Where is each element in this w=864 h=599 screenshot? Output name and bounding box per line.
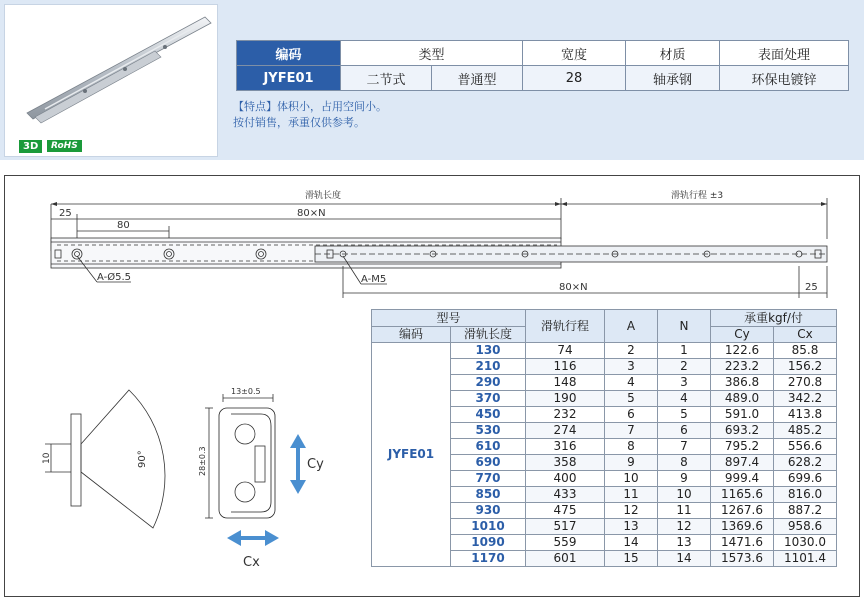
- cell-a: 5: [605, 391, 658, 407]
- cell-n: 8: [658, 455, 711, 471]
- note-sales: 按付销售，承重仅供参考。: [233, 116, 365, 129]
- header-n: N: [658, 310, 711, 343]
- cell-stroke: 274: [526, 423, 605, 439]
- cell-length: 370: [451, 391, 526, 407]
- cell-cy: 591.0: [711, 407, 774, 423]
- cx-label: Cx: [243, 555, 260, 570]
- cell-cx: 156.2: [774, 359, 837, 375]
- header-load: 承重kgf/付: [711, 310, 837, 327]
- cell-a: 11: [605, 487, 658, 503]
- cell-stroke: 116: [526, 359, 605, 375]
- cell-stroke: 190: [526, 391, 605, 407]
- cell-a: 2: [605, 343, 658, 359]
- cell-cx: 628.2: [774, 455, 837, 471]
- cell-length: 610: [451, 439, 526, 455]
- dim-10: 10: [42, 452, 52, 464]
- header-cx: Cx: [774, 327, 837, 343]
- spec-header-material: 材质: [626, 41, 720, 66]
- cell-cx: 270.8: [774, 375, 837, 391]
- cell-n: 4: [658, 391, 711, 407]
- dim-25-right: 25: [805, 282, 818, 293]
- cell-stroke: 232: [526, 407, 605, 423]
- badge-rohs: RoHS: [47, 140, 82, 152]
- spec-header-type: 类型: [341, 41, 523, 66]
- cell-cy: 386.8: [711, 375, 774, 391]
- cell-cx: 556.6: [774, 439, 837, 455]
- cell-cy: 999.4: [711, 471, 774, 487]
- cell-n: 6: [658, 423, 711, 439]
- note-feature: 【特点】体积小，占用空间小。: [233, 100, 387, 113]
- cell-length: 1010: [451, 519, 526, 535]
- spec-header-code: 编码: [237, 41, 341, 66]
- cell-length: 1090: [451, 535, 526, 551]
- cell-n: 2: [658, 359, 711, 375]
- cy-label: Cy: [307, 457, 324, 472]
- table-body: [372, 343, 837, 567]
- cell-length: 450: [451, 407, 526, 423]
- angle-90: 90°: [137, 450, 148, 468]
- dim-25-left: 25: [59, 208, 72, 219]
- cell-a: 7: [605, 423, 658, 439]
- hole-a-label: A-Ø5.5: [97, 272, 132, 283]
- cell-cy: 1369.6: [711, 519, 774, 535]
- cell-cy: 1471.6: [711, 535, 774, 551]
- cell-cx: 342.2: [774, 391, 837, 407]
- header-model: 型号: [372, 310, 526, 327]
- cell-cy: 1573.6: [711, 551, 774, 567]
- cell-cy: 795.2: [711, 439, 774, 455]
- cell-length: 210: [451, 359, 526, 375]
- cell-length: 930: [451, 503, 526, 519]
- slide-rail-image: [5, 5, 217, 156]
- cell-length: 850: [451, 487, 526, 503]
- cell-n: 11: [658, 503, 711, 519]
- cell-a: 6: [605, 407, 658, 423]
- cell-stroke: 601: [526, 551, 605, 567]
- spec-table: [236, 40, 849, 91]
- product-header: [0, 0, 864, 160]
- cell-cy: 489.0: [711, 391, 774, 407]
- cell-cy: 223.2: [711, 359, 774, 375]
- cell-cx: 1101.4: [774, 551, 837, 567]
- header-length: 滑轨长度: [451, 327, 526, 343]
- cell-stroke: 358: [526, 455, 605, 471]
- product-photo: [4, 4, 218, 157]
- stroke-label: 滑轨行程 ±3: [671, 191, 724, 201]
- cell-stroke: 400: [526, 471, 605, 487]
- hole-m-label: A-M5: [361, 274, 387, 285]
- cell-stroke: 559: [526, 535, 605, 551]
- cell-n: 3: [658, 375, 711, 391]
- cell-cx: 816.0: [774, 487, 837, 503]
- cell-cx: 485.2: [774, 423, 837, 439]
- cell-a: 15: [605, 551, 658, 567]
- cell-a: 9: [605, 455, 658, 471]
- cell-stroke: 433: [526, 487, 605, 503]
- cell-a: 10: [605, 471, 658, 487]
- cell-a: 8: [605, 439, 658, 455]
- feature-notes: [233, 99, 387, 131]
- cell-length: 290: [451, 375, 526, 391]
- cell-n: 5: [658, 407, 711, 423]
- cell-stroke: 148: [526, 375, 605, 391]
- cell-cy: 693.2: [711, 423, 774, 439]
- header-stroke: 滑轨行程: [526, 310, 605, 343]
- dim-28: 28±0.3: [198, 446, 207, 476]
- cell-n: 1: [658, 343, 711, 359]
- cell-cy: 897.4: [711, 455, 774, 471]
- spec-header-width: 宽度: [523, 41, 626, 66]
- cell-length: 1170: [451, 551, 526, 567]
- spec-value-width: 28: [523, 66, 626, 91]
- cell-cx: 413.8: [774, 407, 837, 423]
- table-row: [372, 343, 837, 359]
- cell-length: 530: [451, 423, 526, 439]
- dim-80xn-top: 80×N: [297, 208, 326, 219]
- cell-cx: 699.6: [774, 471, 837, 487]
- cell-cy: 1165.6: [711, 487, 774, 503]
- dim-13: 13±0.5: [231, 387, 261, 396]
- spec-header-finish: 表面处理: [720, 41, 849, 66]
- cell-cx: 958.6: [774, 519, 837, 535]
- spec-value-finish: 环保电镀锌: [720, 66, 849, 91]
- cell-n: 14: [658, 551, 711, 567]
- cell-a: 3: [605, 359, 658, 375]
- spec-value-type1: 二节式: [341, 66, 432, 91]
- cell-n: 7: [658, 439, 711, 455]
- header-code: 编码: [372, 327, 451, 343]
- load-table: [371, 309, 837, 567]
- model-code-cell: JYFE01: [372, 343, 451, 567]
- cell-a: 4: [605, 375, 658, 391]
- spec-value-material: 轴承钢: [626, 66, 720, 91]
- header-cy: Cy: [711, 327, 774, 343]
- cell-stroke: 74: [526, 343, 605, 359]
- cell-stroke: 316: [526, 439, 605, 455]
- cell-cy: 122.6: [711, 343, 774, 359]
- cell-cx: 887.2: [774, 503, 837, 519]
- cell-n: 12: [658, 519, 711, 535]
- cell-a: 13: [605, 519, 658, 535]
- badge-3d: 3D: [19, 140, 42, 153]
- spec-value-code: JYFE01: [237, 66, 341, 91]
- dim-80xn-bottom: 80×N: [559, 282, 588, 293]
- cell-cy: 1267.6: [711, 503, 774, 519]
- cell-stroke: 517: [526, 519, 605, 535]
- spec-value-type2: 普通型: [432, 66, 523, 91]
- cell-length: 130: [451, 343, 526, 359]
- cell-n: 13: [658, 535, 711, 551]
- rail-length-label: 滑轨长度: [305, 191, 342, 201]
- cell-a: 14: [605, 535, 658, 551]
- cell-cx: 85.8: [774, 343, 837, 359]
- dim-80: 80: [117, 220, 130, 231]
- cell-length: 770: [451, 471, 526, 487]
- cell-stroke: 475: [526, 503, 605, 519]
- cell-length: 690: [451, 455, 526, 471]
- cell-cx: 1030.0: [774, 535, 837, 551]
- cell-n: 9: [658, 471, 711, 487]
- header-a: A: [605, 310, 658, 343]
- cell-a: 12: [605, 503, 658, 519]
- cell-n: 10: [658, 487, 711, 503]
